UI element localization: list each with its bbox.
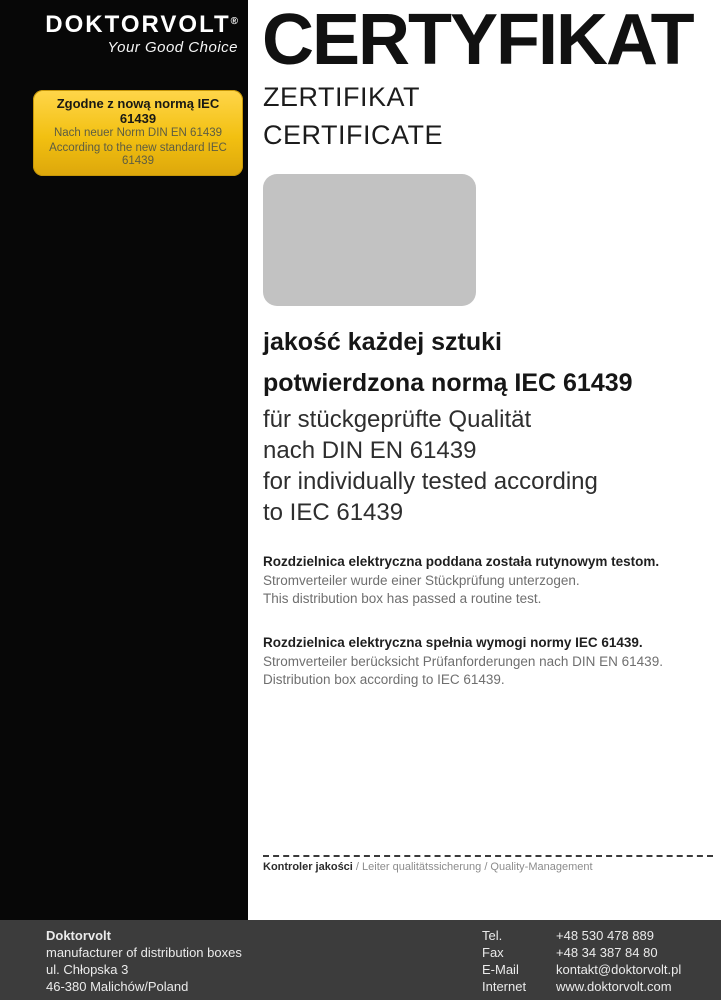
signature-role-polish: Kontroler jakości	[263, 861, 353, 873]
brand-tagline: Your Good Choice	[107, 39, 238, 57]
paragraph-german: Stromverteiler wurde einer Stückprüfung unterzogen.	[263, 572, 580, 588]
signature-role-translations: / Leiter qualitätssicherung / Quality-Management	[352, 861, 593, 873]
statement-german-line-1: für stückgeprüfte Qualität	[263, 406, 532, 433]
statement-english-line-2: to IEC 61439	[263, 499, 404, 526]
contact-row-fax	[482, 944, 681, 961]
registered-trademark-symbol: ®	[230, 16, 238, 27]
standard-compliance-paragraph	[263, 634, 663, 690]
paragraph-english: This distribution box has passed a routine test.	[263, 591, 542, 606]
statement-english-line-1: for individually tested according	[263, 468, 598, 495]
contact-label: Internet	[482, 979, 527, 994]
brand-name: DOKTORVOLT	[45, 11, 231, 38]
badge-line-german: Nach neuer Norm DIN EN 61439	[53, 127, 223, 139]
contact-label: Tel.	[482, 928, 503, 943]
company-description: manufacturer of distribution boxes	[46, 945, 242, 960]
doktorvolt-logo	[0, 0, 248, 56]
contact-row-internet	[482, 978, 681, 995]
standard-compliance-badge	[33, 90, 243, 176]
footer	[0, 920, 721, 1000]
product-image-placeholder	[263, 174, 476, 306]
contact-block	[482, 927, 681, 995]
certificate-title-english: CERTIFICATE	[263, 120, 444, 150]
quality-statement	[263, 322, 633, 528]
badge-line-english: According to the new standard IEC 61439	[49, 141, 227, 167]
brand-wordmark	[40, 12, 238, 37]
website-url: www.doktorvolt.com	[556, 979, 672, 994]
fax-number: +48 34 387 84 80	[556, 945, 658, 960]
certificate-title-german: ZERTIFIKAT	[263, 82, 421, 112]
contact-row-email	[482, 961, 681, 978]
signature-line	[263, 855, 713, 857]
certificate-title-polish: CERTYFIKAT	[262, 0, 693, 80]
paragraph-german: Stromverteiler berücksicht Prüfanforderungen nach DIN EN 61439.	[263, 653, 663, 669]
paragraph-english: Distribution box according to IEC 61439.	[263, 672, 505, 687]
email-address: kontakt@doktorvolt.pl	[556, 962, 682, 977]
sidebar	[0, 0, 248, 920]
company-street: ul. Chłopska 3	[46, 962, 129, 977]
company-name: Doktorvolt	[46, 928, 111, 943]
phone-number: +48 530 478 889	[556, 928, 654, 943]
statement-german-line-2: nach DIN EN 61439	[263, 437, 477, 464]
paragraph-polish: Rozdzielnica elektryczna poddana została rutynowym testom.	[263, 554, 660, 569]
contact-row-tel	[482, 927, 681, 944]
signature-block	[263, 855, 713, 873]
signature-caption	[263, 861, 713, 873]
company-city: 46-380 Malichów/Poland	[46, 979, 189, 994]
paragraph-polish: Rozdzielnica elektryczna spełnia wymogi normy IEC 61439.	[263, 635, 643, 650]
contact-label: Fax	[482, 945, 504, 960]
company-address-block	[46, 927, 242, 995]
statement-polish-line-2: potwierdzona normą IEC 61439	[263, 369, 633, 397]
contact-label: E-Mail	[482, 962, 519, 977]
routine-test-paragraph	[263, 553, 659, 609]
statement-polish-line-1: jakość każdej sztuki	[263, 328, 503, 356]
badge-line-polish: Zgodne z nową normą IEC 61439	[56, 96, 220, 126]
